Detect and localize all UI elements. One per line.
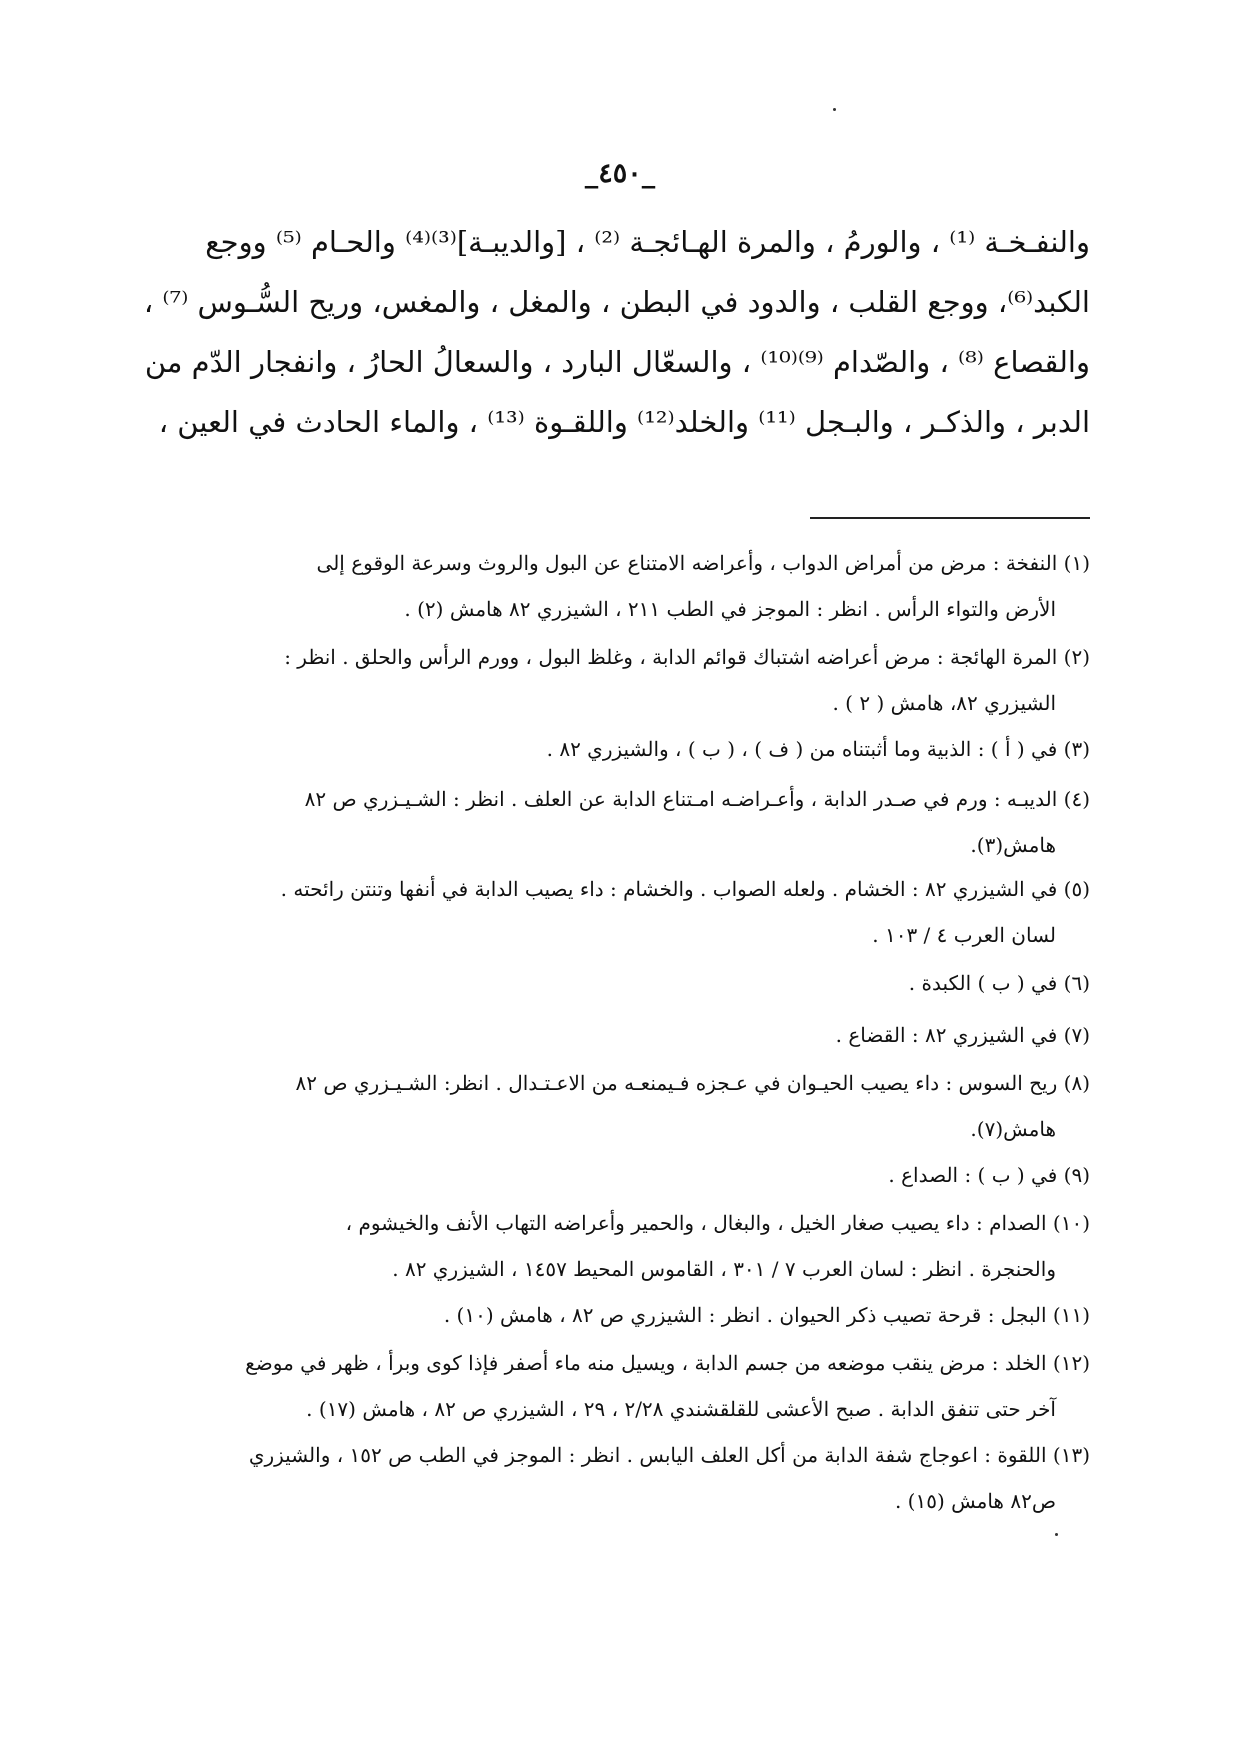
footnote-4 xyxy=(160,776,1090,868)
footnote-line: (١) النفخة : مرض من أمراض الدواب ، وأعراضه الامتناع عن البول والروث وسرعة الوقوع إلى xyxy=(316,551,1090,575)
footnote-9 xyxy=(160,1152,1090,1198)
footnote-line: (٧) في الشيزري ٨٢ : القضاع . xyxy=(835,1023,1090,1047)
main-paragraph xyxy=(143,212,1090,452)
footnote-line: (٦) في ( ب ) الكبدة . xyxy=(908,971,1090,995)
footnote-8 xyxy=(160,1060,1090,1152)
footnote-line: (١٠) الصدام : داء يصيب صغار الخيل ، والبغال ، والحمير وأعراضه التهاب الأنف والخيشوم ، xyxy=(345,1211,1090,1235)
footnote-line: (١١) البجل : قرحة تصيب ذكر الحيوان . انظر : الشيزري ص ٨٢ ، هامش (١٠) . xyxy=(443,1303,1090,1327)
footnote-3 xyxy=(160,726,1090,772)
footnote-line: (١٣) اللقوة : اعوجاج شفة الدابة من أكل العلف اليابس . انظر : الموجز في الطب ص ١٥٢ ، والشيزري xyxy=(248,1443,1090,1467)
footnote-line: الأرض والتواء الرأس . انظر : الموجز في الطب ٢١١ ، الشيزري ٨٢ هامش (٢) . xyxy=(404,597,1056,621)
footnote-6 xyxy=(160,960,1090,1006)
footnote-line: (٤) الديبـه : ورم في صـدر الدابة ، وأعـراضـه امـتناع الدابة عن العلف . انظر : الشـيـزري ص ٨٢ xyxy=(304,787,1090,811)
footnote-10 xyxy=(160,1200,1090,1292)
page-number: _٤٥٠_ xyxy=(584,158,656,189)
footnote-5 xyxy=(160,866,1090,958)
footnote-line: لسان العرب ٤ / ١٠٣ . xyxy=(872,923,1056,947)
footnote-13 xyxy=(160,1432,1090,1524)
footnote-line: (٥) في الشيزري ٨٢ : الخشام . ولعله الصواب . والخشام : داء يصيب الدابة في أنفها وتنتن رائحته . xyxy=(280,877,1090,901)
footnote-line: (٣) في ( أ ) : الذبية وما أثبتناه من ( ف ) ، ( ب ) ، والشيزري ٨٢ . xyxy=(546,737,1090,761)
footnote-line: الشيزري ٨٢، هامش ( ٢ ) . xyxy=(832,691,1056,715)
footnote-11 xyxy=(160,1292,1090,1338)
main-line: الدبر ، والذكـر ، والبـجل ⁽¹¹⁾ والخلد⁽¹²⁾ واللقـوة ⁽¹³⁾ ، والماء الحادث في العين ، xyxy=(158,405,1090,439)
main-line: الكبد⁽⁶⁾، ووجع القلب ، والدود في البطن ، والمغل ، والمغس، وريح السُّـوس ⁽⁷⁾ ، xyxy=(143,285,1090,319)
main-line: والنفـخـة ⁽¹⁾ ، والورمُ ، والمرة الهـائجـة ⁽²⁾ ، [والديبـة]⁽³⁾⁽⁴⁾ والحـام ⁽⁵⁾ ووجع xyxy=(205,225,1090,259)
scan-speck xyxy=(833,108,836,111)
main-line: والقصاع ⁽⁸⁾ ، والصّدام ⁽⁹⁾⁽¹⁰⁾ ، والسعّال البارد ، والسعالُ الحارُ ، وانفجار الدّم من xyxy=(144,345,1090,379)
footnote-line: (١٢) الخلد : مرض ينقب موضعه من جسم الدابة ، ويسيل منه ماء أصفر فإذا كوى وبرأ ، ظهر في موضع xyxy=(245,1351,1090,1375)
footnote-line: آخر حتى تنفق الدابة . صبح الأعشى للقلقشندي ٢/٢٨ ، ٢٩ ، الشيزري ص ٨٢ ، هامش (١٧) . xyxy=(306,1397,1056,1421)
footnote-line: (٩) في ( ب ) : الصداع . xyxy=(888,1163,1090,1187)
footnote-12 xyxy=(160,1340,1090,1432)
footnote-2 xyxy=(160,634,1090,726)
footnote-separator xyxy=(810,517,1090,519)
footnote-line: هامش(٣). xyxy=(970,833,1056,857)
footnote-line: (٨) ريح السوس : داء يصيب الحيـوان في عـجزه فـيمنعـه من الاعـتـدال . انظر: الشـيـزري ص ٨٢ xyxy=(295,1071,1090,1095)
footnote-1 xyxy=(160,540,1090,632)
footnote-line: والحنجرة . انظر : لسان العرب ٧ / ٣٠١ ، القاموس المحيط ١٤٥٧ ، الشيزري ٨٢ . xyxy=(392,1257,1056,1281)
footnote-line: هامش(٧). xyxy=(970,1117,1056,1141)
footnote-line: ص٨٢ هامش (١٥) . xyxy=(894,1489,1056,1513)
footnote-line: (٢) المرة الهائجة : مرض أعراضه اشتباك قوائم الدابة ، وغلظ البول ، وورم الرأس والحلق . انظر : xyxy=(284,645,1090,669)
scan-speck xyxy=(1055,1533,1058,1536)
footnote-7 xyxy=(160,1012,1090,1058)
